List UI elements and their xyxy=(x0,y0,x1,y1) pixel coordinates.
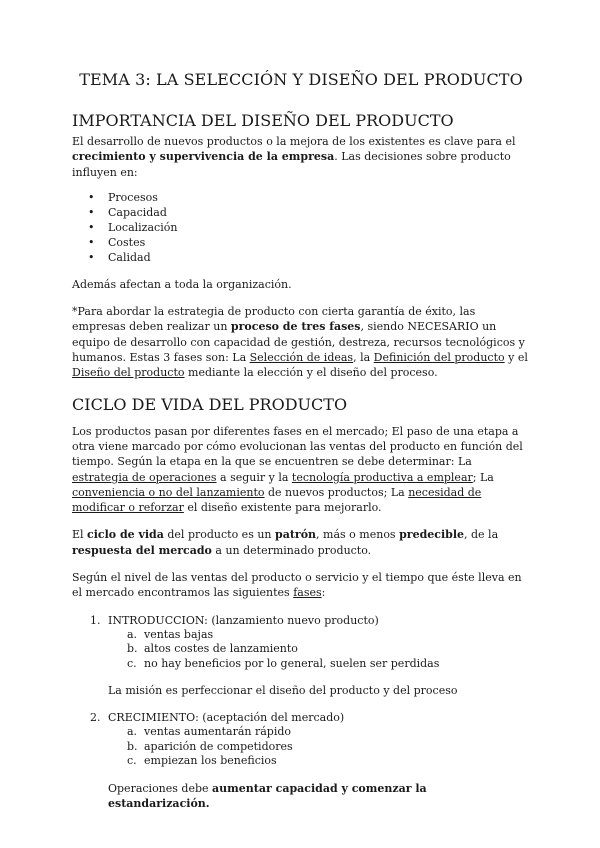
phase-note: Operaciones debe aumentar capacidad y comenzar la estandarización. xyxy=(108,781,427,811)
lifecycle-paragraph-3: Según el nivel de las ventas del producto o servicio y el tiempo que éste lleva en el mercado encontramos las siguientes fases: xyxy=(72,571,522,600)
phase-title: INTRODUCCION: (lanzamiento nuevo producto) xyxy=(108,613,379,627)
list-item: c. no hay beneficios por lo general, suelen ser perdidas xyxy=(127,656,440,670)
phase-crecimiento xyxy=(72,710,530,811)
list-item: b. altos costes de lanzamiento xyxy=(127,642,298,656)
intro-paragraph: El desarrollo de nuevos productos o la mejora de los existentes es clave para el crecimiento y supervivencia de la empresa. Las decisiones sobre producto influyen en: xyxy=(72,135,516,179)
section-heading-importancia: IMPORTANCIA DEL DISEÑO DEL PRODUCTO xyxy=(72,111,454,130)
list-item: • Calidad xyxy=(72,250,530,265)
list-item: • Localización xyxy=(72,220,530,235)
list-item: • Capacidad xyxy=(72,205,530,220)
list-item: c. empiezan los beneficios xyxy=(127,754,277,768)
lifecycle-paragraph-1: Los productos pasan por diferentes fases en el mercado; El paso de una etapa a otra viene marcado por cómo evolucionan las ventas del producto en función del tiempo. Según la etapa en la que se encuentren se debe determinar: La estrategia de operaciones a seguir y la tecnología productiva a emplear; La conveniencia o no del lanzamiento de nuevos productos; La necesidad de modificar o reforzar el diseño existente para mejorarlo. xyxy=(72,424,523,515)
phase-title: CRECIMIENTO: (aceptación del mercado) xyxy=(108,711,345,725)
phase-number: 1. xyxy=(90,613,101,627)
list-item: a. ventas aumentarán rápido xyxy=(127,725,292,739)
phase-introduccion xyxy=(72,613,530,699)
three-phases-note: *Para abordar la estrategia de producto con cierta garantía de éxito, las empresas deben realizar un proceso de tres fases, siendo NECESARIO un equipo de desarrollo con capacidad de gestión, destreza, recursos tecnológicos y humanos. Estas 3 fases son: La Selección de ideas, la Definición del producto y el Diseño del producto mediante la elección y el diseño del proceso. xyxy=(72,305,528,380)
section-heading-ciclo: CICLO DE VIDA DEL PRODUCTO xyxy=(72,394,348,414)
list-item: • Procesos xyxy=(72,190,530,205)
document-title: TEMA 3: LA SELECCIÓN Y DISEÑO DEL PRODUCTO xyxy=(79,70,523,89)
phase-note: La misión es perfeccionar el diseño del producto y del proceso xyxy=(108,684,458,698)
phase-items xyxy=(72,725,530,769)
list-item: a. ventas bajas xyxy=(127,627,214,641)
list-item: b. aparición de competidores xyxy=(127,739,293,753)
influence-list xyxy=(72,190,530,265)
organization-paragraph: Además afectan a toda la organización. xyxy=(72,277,292,291)
phase-items xyxy=(72,628,530,672)
list-item: • Costes xyxy=(72,235,530,250)
lifecycle-paragraph-2: El ciclo de vida del producto es un patrón, más o menos predecible, de la respuesta del mercado a un determinado producto. xyxy=(72,528,499,557)
phase-number: 2. xyxy=(90,711,101,725)
